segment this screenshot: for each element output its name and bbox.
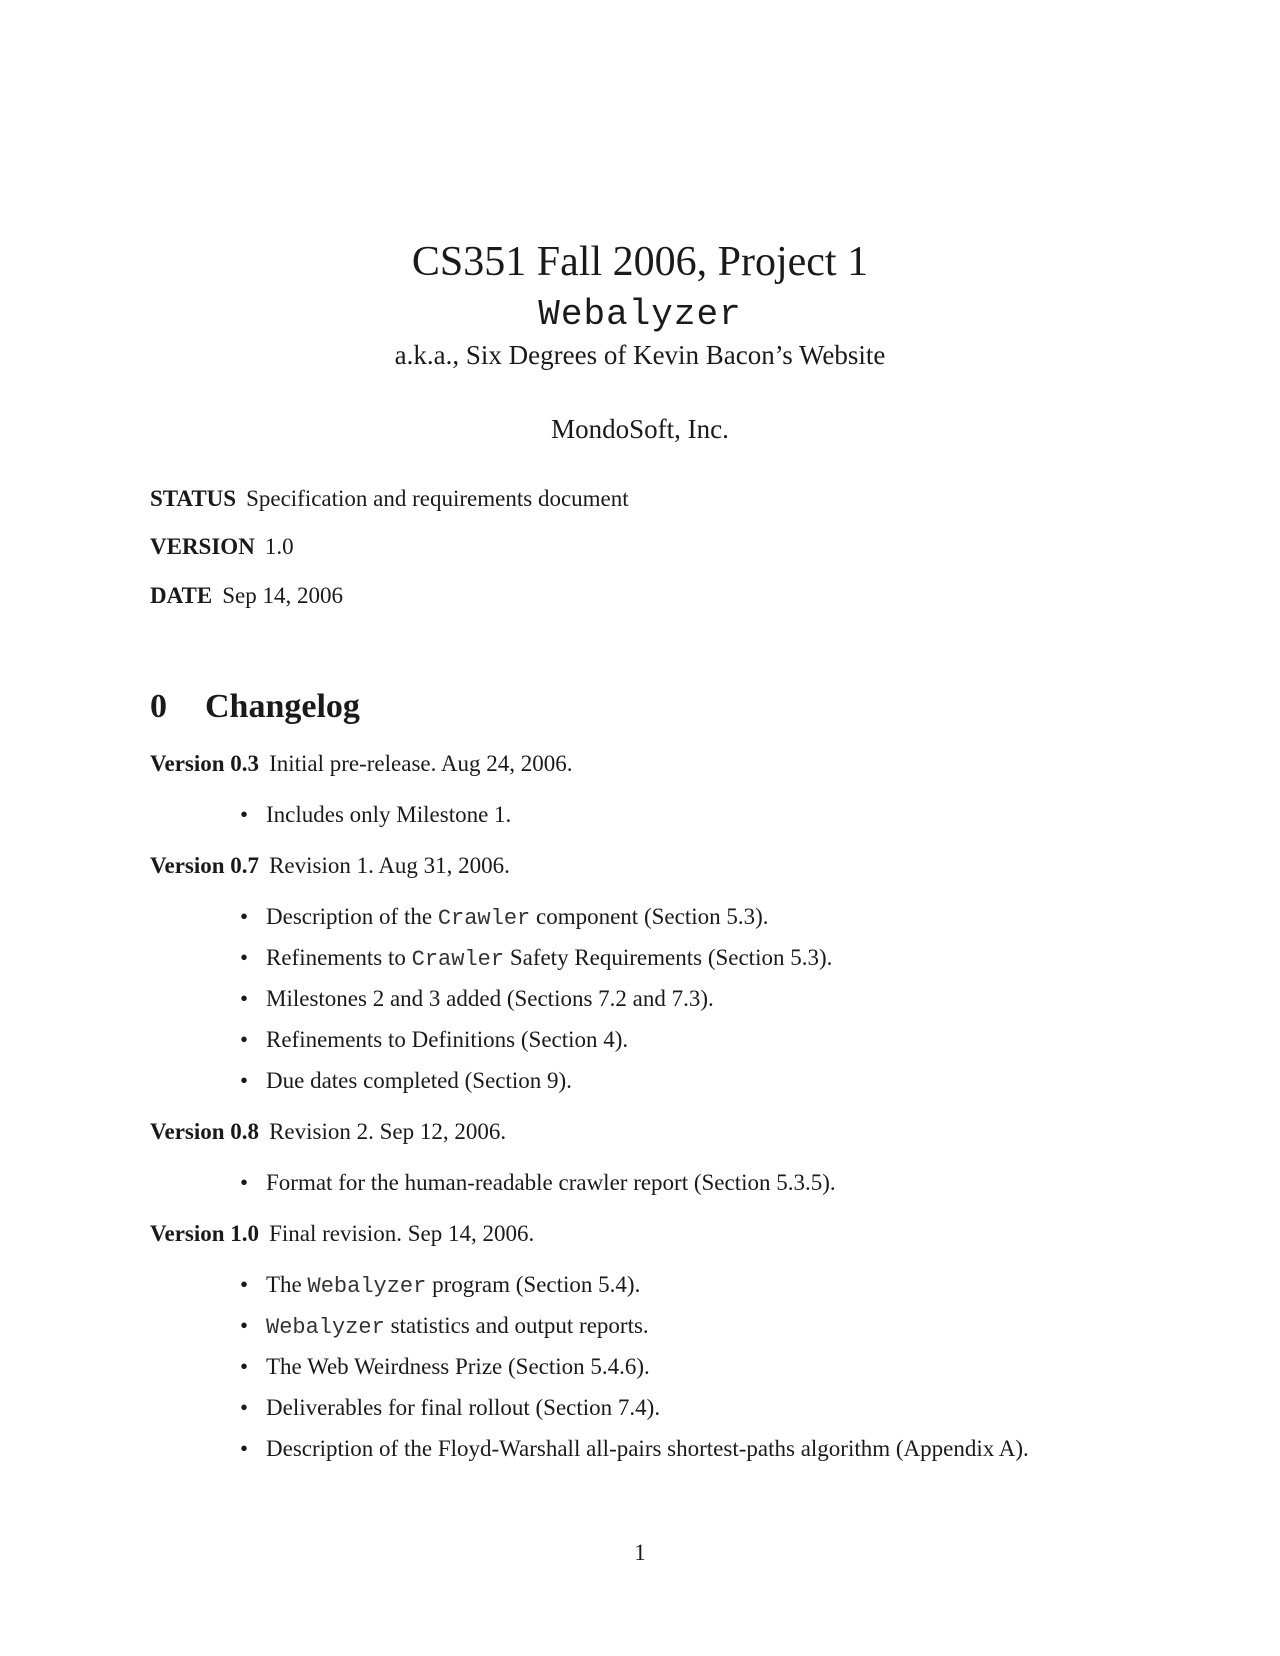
version-entry-summary: Initial pre-release. Aug 24, 2006. [269,751,573,776]
bullet-icon: • [240,1313,249,1338]
version-entry-summary: Final revision. Sep 14, 2006. [269,1221,535,1246]
list-item: • The Webalyzer program (Section 5.4). [240,1272,641,1299]
list-item: • Refinements to Definitions (Section 4). [240,1025,628,1055]
bullet-icon: • [240,1395,249,1420]
bullet-icon: • [240,1027,249,1052]
list-item: • The Web Weirdness Prize (Section 5.4.6). [240,1352,650,1382]
list-item: • Description of the Floyd-Warshall all-pairs shortest-paths algorithm (Appendix A). [240,1434,1029,1464]
subtitle-aka: a.k.a., Six Degrees of Kevin Bacon’s Website [394,340,886,370]
version-entry-summary: Revision 1. Aug 31, 2006. [269,853,510,878]
list-item: • Webalyzer statistics and output reports. [240,1313,649,1340]
section-number: 0 [150,688,167,725]
list-item: • Refinements to Crawler Safety Requirements (Section 5.3). [240,945,833,972]
changelog-version-entry [150,1117,506,1147]
bullet-icon: • [240,1436,249,1461]
list-item: • Milestones 2 and 3 added (Sections 7.2 and 7.3). [240,984,714,1014]
status-line [150,484,629,514]
changelog-version-entry [150,851,510,881]
bullet-icon: • [240,904,249,929]
section-title: Changelog [205,688,360,725]
document-title: CS351 Fall 2006, Project 1 [411,239,869,285]
version-label: VERSION [150,534,255,559]
status-value: Specification and requirements document [246,486,629,511]
status-label: STATUS [150,486,237,511]
version-entry-label: Version 1.0 [150,1221,260,1246]
version-entry-label: Version 0.3 [150,751,260,776]
bullet-icon: • [240,802,249,827]
bullet-icon: • [240,945,249,970]
list-item: • Due dates completed (Section 9). [240,1066,572,1096]
date-label: DATE [150,583,213,608]
code-term: Webalyzer [307,1274,427,1299]
list-item: • Description of the Crawler component (Section 5.3). [240,904,769,931]
list-item: • Includes only Milestone 1. [240,800,511,830]
date-value: Sep 14, 2006 [222,583,343,608]
version-entry-label: Version 0.7 [150,853,260,878]
bullet-icon: • [240,1272,249,1297]
code-term: Crawler [437,906,531,931]
program-name: Webalyzer [538,294,742,335]
version-entry-label: Version 0.8 [150,1119,260,1144]
bullet-icon: • [240,986,249,1011]
bullet-icon: • [240,1068,249,1093]
list-item: • Deliverables for final rollout (Section 7.4). [240,1393,660,1423]
page-number: 1 [634,1540,646,1565]
code-term: Webalyzer [266,1315,385,1340]
bullet-icon: • [240,1354,249,1379]
date-line [150,581,343,611]
version-entry-summary: Revision 2. Sep 12, 2006. [269,1119,507,1144]
version-line [150,532,294,562]
bullet-icon: • [240,1170,249,1195]
changelog-version-entry [150,1219,534,1249]
version-value: 1.0 [264,534,294,559]
organization-name: MondoSoft, Inc. [551,414,729,444]
code-term: Crawler [411,947,505,972]
changelog-version-entry [150,749,572,779]
section-heading [150,686,360,728]
list-item: • Format for the human-readable crawler report (Section 5.3.5). [240,1168,836,1198]
